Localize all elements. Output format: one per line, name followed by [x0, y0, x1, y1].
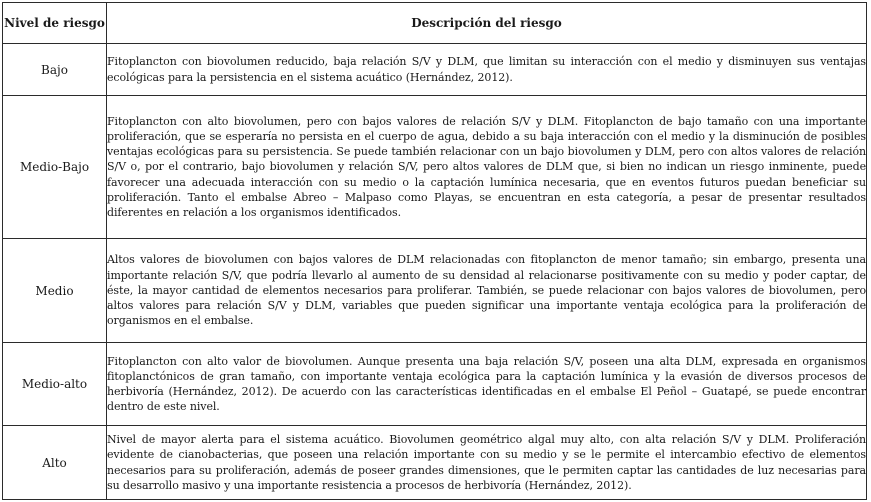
- risk-description-cell: Nivel de mayor alerta para el sistema acuático. Biovolumen geométrico algal muy alto, con alta relación S/V y DLM. Proliferación evidente de cianobacterias, que poseen una relación importante con su medio y se le permite el intercambio efectivo de elementos necesarios para su proliferación, además de poseer grandes dimensiones, que le permiten captar las cantidades de luz necesarias para su desarrollo masivo y una importante resistencia a procesos de herbivoría (Hernández, 2012).: [107, 426, 867, 500]
- risk-level-cell: Medio: [3, 239, 107, 343]
- header-level: Nivel de riesgo: [3, 3, 107, 44]
- table-row: [3, 343, 867, 426]
- risk-description-cell: Fitoplancton con biovolumen reducido, baja relación S/V y DLM, que limitan su interacción con el medio y disminuyen sus ventajas ecológicas para la persistencia en el sistema acuático (Hernández, 2012).: [107, 44, 867, 96]
- risk-level-table: [2, 2, 867, 500]
- header-description: Descripción del riesgo: [107, 3, 867, 44]
- table-row: [3, 44, 867, 96]
- risk-description-cell: Fitoplancton con alto valor de biovolumen. Aunque presenta una baja relación S/V, poseen una alta DLM, expresada en organismos fitoplanctónicos de gran tamaño, con importante ventaja ecológica para la captación lumínica y la evasión de diversos procesos de herbivoría (Hernández, 2012). De acuerdo con las características identificadas en el embalse El Peñol – Guatapé, se puede encontrar dentro de este nivel.: [107, 343, 867, 426]
- table-row: [3, 96, 867, 239]
- risk-description-cell: Altos valores de biovolumen con bajos valores de DLM relacionadas con fitoplancton de menor tamaño; sin embargo, presenta una importante relación S/V, que podría llevarlo al aumento de su densidad al relacionarse positivamente con su medio y poder captar, de éste, la mayor cantidad de elementos necesarios para proliferar. También, se puede relacionar con bajos valores de biovolumen, pero altos valores para relación S/V y DLM, variables que pueden significar una importante ventaja ecológica para la proliferación de organismos en el embalse.: [107, 239, 867, 343]
- risk-level-cell: Bajo: [3, 44, 107, 96]
- table-header-row: [3, 3, 867, 44]
- risk-level-cell: Medio-alto: [3, 343, 107, 426]
- risk-level-cell: Medio-Bajo: [3, 96, 107, 239]
- table-row: [3, 426, 867, 500]
- table-row: [3, 239, 867, 343]
- risk-table-container: [2, 2, 866, 498]
- risk-level-cell: Alto: [3, 426, 107, 500]
- risk-description-cell: Fitoplancton con alto biovolumen, pero con bajos valores de relación S/V y DLM. Fitoplancton de bajo tamaño con una importante proliferación, que se esperaría no persista en el cuerpo de agua, debido a su baja interacción con el medio y la disminución de posibles ventajas ecológicas para su persistencia. Se puede también relacionar con un bajo biovolumen y DLM, pero con altos valores de relación S/V o, por el contrario, bajo biovolumen y relación S/V, pero altos valores de DLM que, si bien no indican un riesgo inminente, puede favorecer una adecuada interacción con su medio o la captación lumínica necesaria, que en eventos futuros puedan beneficiar su proliferación. Tanto el embalse Abreo – Malpaso como Playas, se encuentran en esta categoría, a pesar de presentar resultados diferentes en relación a los organismos identificados.: [107, 96, 867, 239]
